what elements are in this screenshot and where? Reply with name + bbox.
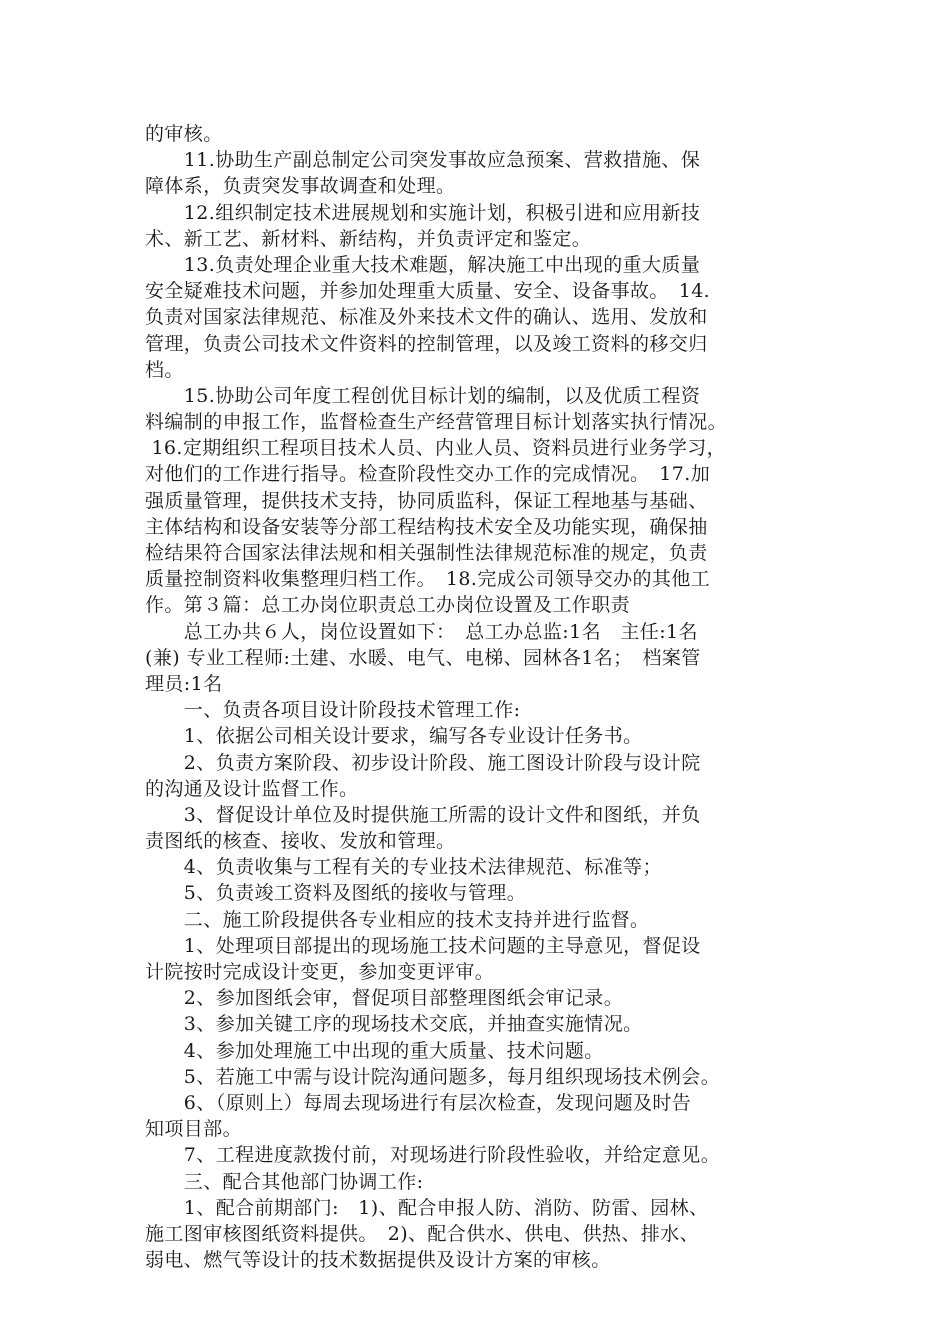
document-body xyxy=(145,121,810,1273)
text-line: 6、（原则上）每周去现场进行有层次检查，发现问题及时告 xyxy=(145,1091,692,1114)
text-line: 主体结构和设备安装等分部工程结构技术安全及功能实现，确保抽 xyxy=(145,515,708,538)
text-line: 责图纸的核查、接收、发放和管理。 xyxy=(145,830,456,853)
text-line: 料编制的申报工作，监督检查生产经营管理目标计划落实执行情况。 xyxy=(145,411,728,434)
text-line: 一、负责各项目设计阶段技术管理工作: xyxy=(145,699,521,722)
text-line: 1、处理项目部提出的现场施工技术问题的主导意见，督促设 xyxy=(145,934,701,957)
text-line: (兼) 专业工程师:土建、水暖、电气、电梯、园林各1名； 档案管 xyxy=(145,646,701,669)
text-line: 3、参加关键工序的现场技术交底，并抽查实施情况。 xyxy=(145,1013,643,1036)
text-line: 计院按时完成设计变更，参加变更评审。 xyxy=(145,961,495,983)
text-line: 1、依据公司相关设计要求，编写各专业设计任务书。 xyxy=(145,725,643,748)
text-line: 档。 xyxy=(145,358,184,381)
text-line: 安全疑难技术问题，并参加处理重大质量、安全、设备事故。 14. xyxy=(145,280,711,303)
text-line: 质量控制资料收集整理归档工作。 18.完成公司领导交办的其他工 xyxy=(145,568,711,591)
text-line: 障体系，负责突发事故调查和处理。 xyxy=(145,175,456,198)
text-line: 三、配合其他部门协调工作: xyxy=(145,1170,424,1193)
text-line: 理员:1名 xyxy=(145,672,223,695)
text-line: 3、督促设计单位及时提供施工所需的设计文件和图纸，并负 xyxy=(145,803,701,826)
text-line: 5、若施工中需与设计院沟通问题多，每月组织现场技术例会。 xyxy=(145,1065,721,1088)
text-line: 的沟通及设计监督工作。 xyxy=(145,777,359,800)
text-line: 13.负责处理企业重大技术难题，解决施工中出现的重大质量 xyxy=(145,253,701,276)
text-line: 4、参加处理施工中出现的重大质量、技术问题。 xyxy=(145,1039,604,1062)
text-line: 施工图审核图纸资料提供。 2)、配合供水、供电、供热、排水、 xyxy=(145,1222,700,1245)
text-line: 检结果符合国家法律法规和相关强制性法律规范标准的规定，负责 xyxy=(145,542,708,564)
text-line: 弱电、燃气等设计的技术数据提供及设计方案的审核。 xyxy=(145,1249,611,1272)
text-line: 12.组织制定技术进展规划和实施计划，积极引进和应用新技 xyxy=(145,201,701,224)
text-line: 1、配合前期部门: 1)、配合申报人防、消防、防雷、园林、 xyxy=(145,1196,709,1219)
text-line: 二、施工阶段提供各专业相应的技术支持并进行监督。 xyxy=(145,908,650,931)
text-line: 5、负责竣工资料及图纸的接收与管理。 xyxy=(145,882,527,905)
text-line: 总工办共６人，岗位设置如下： 总工办总监:1名 主任:1名 xyxy=(145,620,698,643)
text-line: 7、工程进度款拨付前，对现场进行阶段性验收，并给定意见。 xyxy=(145,1144,721,1167)
text-line: 11.协助生产副总制定公司突发事故应急预案、营救措施、保 xyxy=(145,149,701,172)
text-line: 15.协助公司年度工程创优目标计划的编制，以及优质工程资 xyxy=(145,384,701,407)
text-line: 强质量管理，提供技术支持，协同质监科，保证工程地基与基础、 xyxy=(145,489,708,512)
text-line: 16.定期组织工程项目技术人员、内业人员、资料员进行业务学习， xyxy=(145,437,727,460)
text-line: 管理，负责公司技术文件资料的控制管理，以及竣工资料的移交归 xyxy=(145,332,708,355)
text-line: 术、新工艺、新材料、新结构，并负责评定和鉴定。 xyxy=(145,227,592,250)
text-line: 的审核。 xyxy=(145,123,223,145)
text-line: 作。第３篇：总工办岗位职责总工办岗位设置及工作职责 xyxy=(145,594,631,617)
text-line: 4、负责收集与工程有关的专业技术法律规范、标准等； xyxy=(145,856,662,879)
text-line: 2、参加图纸会审，督促项目部整理图纸会审记录。 xyxy=(145,987,624,1010)
text-line: 对他们的工作进行指导。检查阶段性交办工作的完成情况。 17.加 xyxy=(145,463,711,486)
text-line: 负责对国家法律规范、标准及外来技术文件的确认、选用、发放和 xyxy=(145,306,708,329)
text-line: 知项目部。 xyxy=(145,1118,243,1141)
text-line: 2、负责方案阶段、初步设计阶段、施工图设计阶段与设计院 xyxy=(145,751,701,774)
